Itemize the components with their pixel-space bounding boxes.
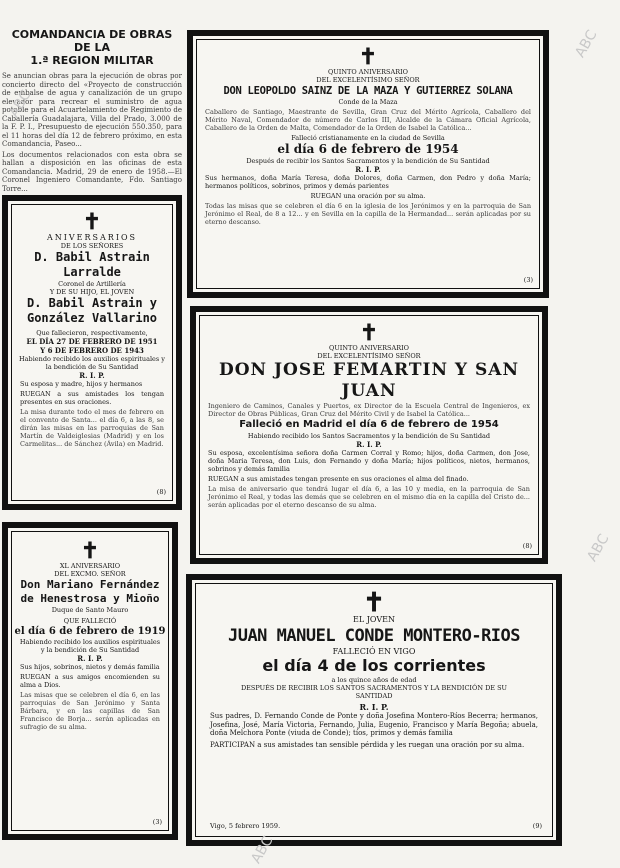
solana-rip: R. I. P. [355, 165, 381, 174]
astrain-date2: Y 6 DE FEBRERO DE 1943 [40, 346, 144, 355]
watermark: ABC [248, 833, 277, 867]
solana-sub: QUINTO ANIVERSARIO [327, 68, 408, 76]
astrain-sub: DE LOS SEÑORES [60, 242, 124, 250]
military-notice-subtitle: 1.ª REGION MILITAR [30, 54, 154, 67]
solana-received: Después de recibir los Santos Sacramentos y la bendición de Su Santidad [246, 157, 490, 165]
mariano-fell: QUE FALLECIÓ [63, 617, 117, 625]
watermark: ABC [6, 87, 35, 121]
astrain-ruegan: RUEGAN a sus amistades los tengan presentes en sus oraciones. [20, 390, 164, 406]
solana-family: Sus hermanos, doña María Teresa, doña Dolores, doña Carmen, don Pedro y doña María; hermanos políticos, sobrinos, primos y demás parientes [205, 174, 531, 190]
conde-tag: (9) [532, 822, 542, 830]
cross-icon: ✝ [358, 44, 378, 70]
conde-place: Vigo, 5 febrero 1959. [210, 822, 281, 830]
astrain-date1: EL DÍA 27 DE FEBRERO DE 1951 [26, 337, 158, 346]
astrain-received: Habiendo recibido los auxilios espirituales y la bendición de Su Santidad [19, 355, 165, 371]
femartin-body: Ingeniero de Caminos, Canales y Puertos, ex Director de la Escuela Central de Ingenieros, ex Director de Obras Públicas, Gran Cruz del Mérito Civil y de Isabel la Católica... [208, 402, 530, 418]
mariano-misa: Las misas que se celebren el día 6, en las parroquias de San Jerónimo y Santa Bárbara, y en las capillas de San Francisco de Borja... serán aplicadas en sufragio de su alma. [20, 691, 160, 731]
solana-misa: Todas las misas que se celebren el día 6 en la iglesia de los Jerónimos y en la parroquia de San Jerónimo el Real, de 8 a 12... y en Sevilla en la capilla de la Hermandad... serán aplicadas por su eterno descanso. [205, 202, 531, 226]
astrain-rip: R. I. P. [79, 371, 105, 380]
solana-title: Conde de la Maza [338, 98, 398, 106]
solana-ruegan: RUEGAN una oración por su alma. [310, 192, 426, 200]
mariano-date: el día 6 de febrero de 1919 [14, 626, 166, 637]
military-notice-body: Se anuncian obras para la ejecución de obras por concierto directo del «Proyecto de construcción de embalse de agua y canalización de un grupo elevador para recrear el suministro de agua potable para el Acuartelamiento de Regimiento de Caballería Guadalajara, Villa del Prado, 3.000 de la F. P. I., Presupuesto de ejecución 550.350, para el 11 horas del día 12 de febrero próximo, en esta Comandancia, Paseo... [2, 72, 182, 148]
solana-name: DON LEOPOLDO SAINZ DE LA MAZA Y GUTIERREZ SOLANA [223, 85, 513, 97]
astrain-family: Su esposa y madre, hijos y hermanos [20, 380, 143, 388]
conde-received: DESPUÉS DE RECIBIR LOS SANTOS SACRAMENTOS Y LA BENDICIÓN DE SU SANTIDAD [240, 684, 508, 700]
solana-sub2: DEL EXCELENTÍSIMO SEÑOR [316, 76, 420, 84]
femartin-rip: R. I. P. [356, 440, 382, 449]
solana-date: el día 6 de febrero de 1954 [277, 142, 459, 156]
obituary-conde [186, 574, 562, 846]
watermark: ABC [572, 27, 601, 61]
conde-family: Sus padres, D. Fernando Conde de Ponte y doña Josefina Montero-Ríos Becerra; hermanos, Josefina, José, María Victoria, Fernando, Julia, Eugenio, Francisco y María Begoña; abuela, doña Melchora Ponte (viuda de Conde); tíos, primos y demás familia [210, 712, 538, 737]
femartin-name: DON JOSE FEMARTIN Y SAN JUAN [219, 360, 519, 401]
astrain-fell: Que fallecieron, respectivamente, [36, 329, 148, 337]
mariano-sub: XL ANIVERSARIO [59, 562, 121, 570]
conde-date: el día 4 de los corrientes [262, 656, 486, 675]
astrain-name2: D. Babil Astrain y González Vallarino [26, 296, 158, 325]
mariano-tag: (3) [152, 818, 162, 826]
cross-icon: ✝ [80, 538, 100, 564]
solana-died-on: Falleció cristianamente en la ciudad de Sevilla [291, 134, 445, 142]
military-notice-title: COMANDANCIA DE OBRAS DE LA [11, 28, 173, 54]
mariano-family: Sus hijos, sobrinos, nietos y demás familia [20, 663, 160, 671]
cross-icon: ✝ [363, 588, 385, 618]
watermark: ABC [584, 531, 613, 565]
femartin-sub2: DEL EXCELENTÍSIMO SEÑOR [317, 352, 421, 360]
mariano-title: Duque de Santo Mauro [51, 606, 129, 614]
obituary-astrain [2, 195, 182, 510]
mariano-received: Habiendo recibido los auxilios espirituales y la bendición de Su Santidad [19, 638, 161, 654]
conde-name: JUAN MANUEL CONDE MONTERO-RIOS [227, 626, 521, 646]
astrain-and: Y DE SU HIJO, EL JOVEN [49, 288, 135, 296]
femartin-tag: (8) [522, 542, 532, 550]
military-notice-footer: Los documentos relacionados con esta obra se hallan a disposición en las oficinas de esta Comandancia. Madrid, 29 de enero de 1958.—El Coronel Ingeniero Comandante, Fdo. Santiago Torre... [2, 150, 182, 193]
astrain-rank1: Coronel de Artillería [58, 280, 126, 288]
femartin-sub: QUINTO ANIVERSARIO [328, 344, 409, 352]
femartin-date: Falleció en Madrid el día 6 de febrero de 1954 [239, 419, 499, 430]
obituary-mariano [2, 522, 178, 840]
cross-icon: ✝ [82, 209, 102, 235]
astrain-tag: (8) [156, 488, 166, 496]
cross-icon: ✝ [359, 320, 379, 346]
solana-body: Caballero de Santiago, Maestrante de Sevilla, Gran Cruz del Mérito Agrícola, Caballero del Mérito Naval, Comendador de número de Carlos III, Alcalde de la Cámara Oficial Agrícola, Caballero de la Orden de Malta, Comendador de la Orden de Isabel la Católica... [205, 108, 531, 132]
astrain-heading: ANIVERSARIOS [46, 233, 138, 242]
astrain-name1: D. Babil Astrain Larralde [34, 250, 150, 279]
femartin-misa: La misa de aniversario que tendrá lugar el día 6, a las 10 y media, en la parroquia de San Jerónimo el Real, y todas las demás que se celebren en el mismo día en la capilla del Cristo de... serán aplicadas por el eterno descanso de su alma. [208, 485, 530, 509]
mariano-sub2: DEL EXCMO. SEÑOR [54, 570, 126, 578]
conde-ruegan: PARTICIPAN a sus amistades tan sensible pérdida y les ruegan una oración por su alma. [210, 740, 525, 749]
femartin-ruegan: RUEGAN a sus amistades tengan presente en sus oraciones el alma del finado. [208, 475, 469, 483]
conde-fell: FALLECIÓ EN VIGO [332, 647, 416, 656]
conde-sub: EL JOVEN [353, 615, 395, 624]
conde-rip: R. I. P. [359, 702, 389, 712]
obituary-femartin [190, 306, 548, 564]
femartin-received: Habiendo recibido los Santos Sacramentos y la bendición de Su Santidad [247, 432, 491, 440]
astrain-misa: La misa durante todo el mes de febrero en el convento de Santa... el día 6, a las 8, se dirán las misas en las parroquias de San Martín de Valdeiglesias (Madrid) y en los Carmelitas... de Sánchez (Ávila) en Madrid. [20, 408, 164, 448]
mariano-name: Don Mariano Fernández de Henestrosa y Mioño [20, 578, 160, 605]
femartin-family: Su esposa, excelentísima señora doña Carmen Corral y Romo; hijos, doña Carmen, don Jose, doña Maria Teresa, don Luis, don Fernando y doña María; hijos políticos, nietos, hermanos, sobrinos y demás familia [208, 449, 530, 473]
obituary-solana [187, 30, 549, 298]
conde-age: a los quince años de edad [331, 676, 417, 684]
mariano-rip: R. I. P. [77, 654, 103, 663]
mariano-ruegan: RUEGAN a sus amigos encomienden su alma a Dios. [20, 673, 160, 689]
solana-tag: (3) [523, 276, 533, 284]
